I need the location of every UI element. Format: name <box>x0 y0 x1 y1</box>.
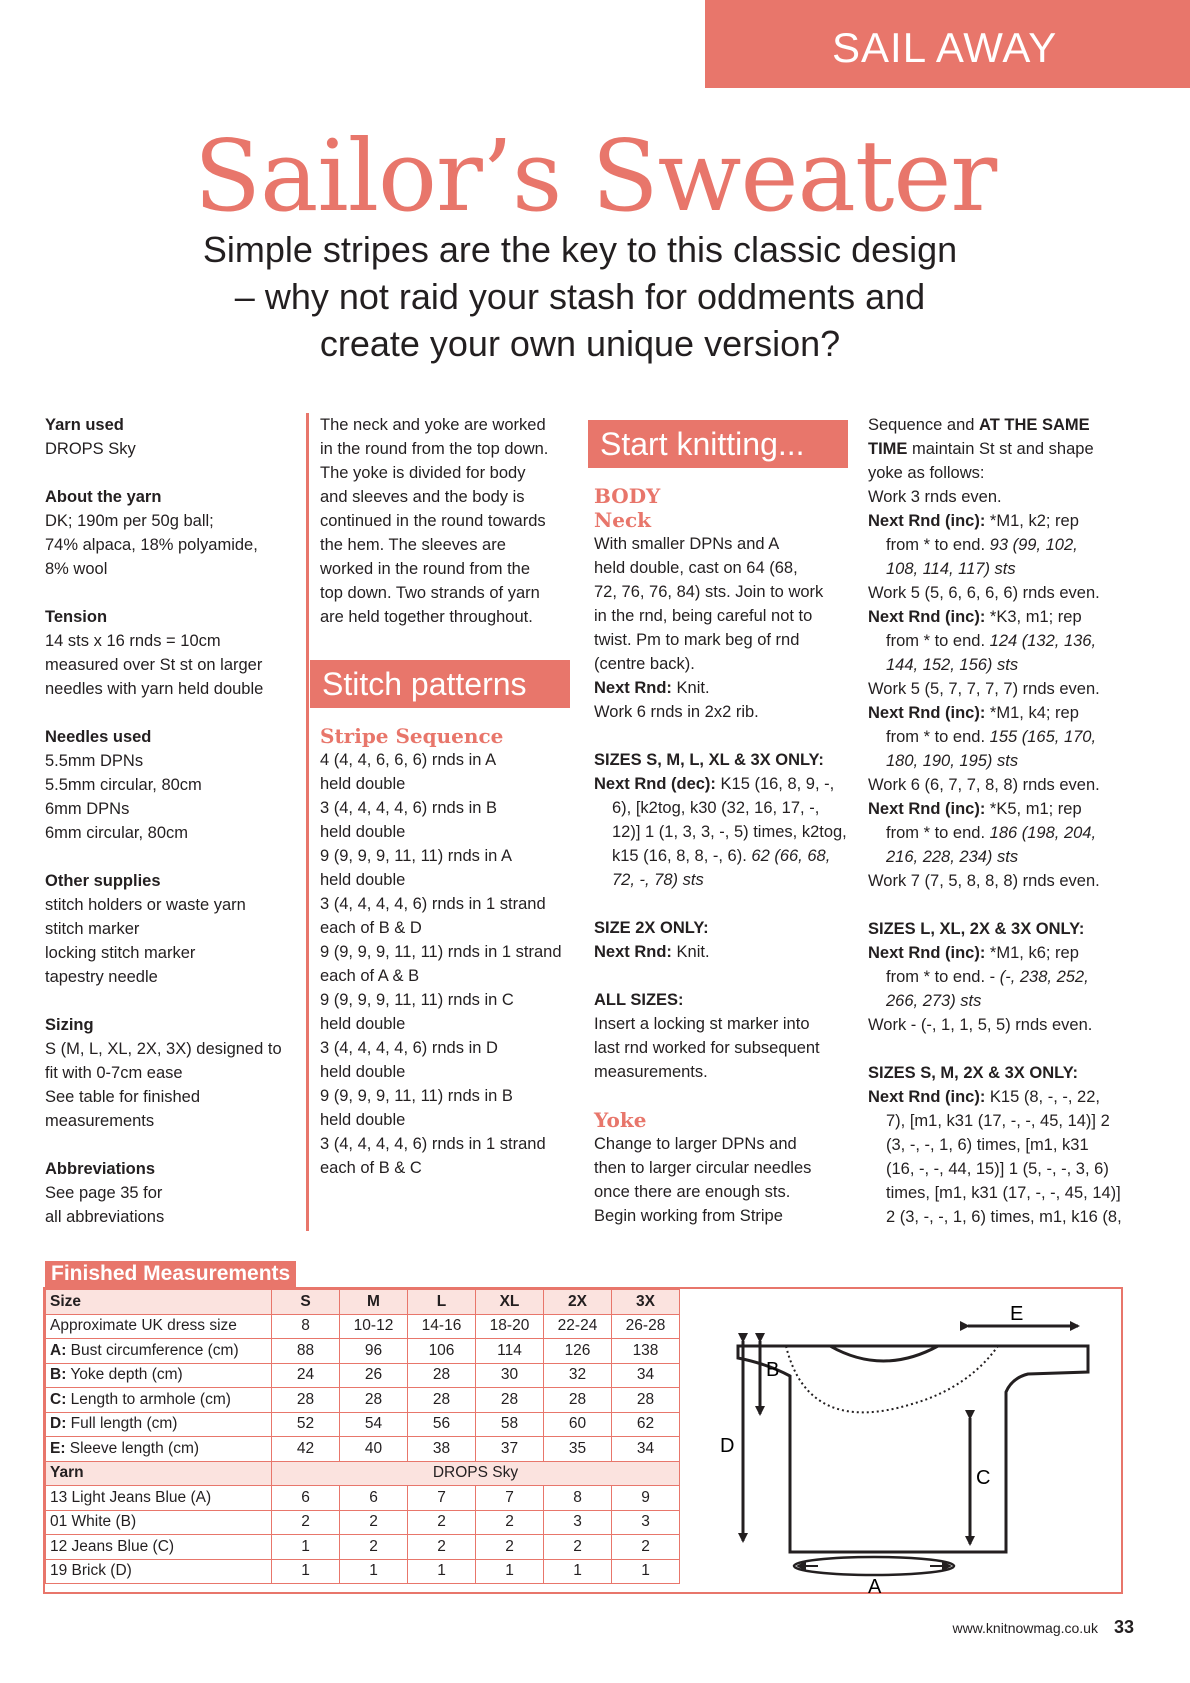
stripe-line: 9 (9, 9, 9, 11, 11) rnds in C <box>320 991 514 1009</box>
needles-label: Needles used <box>45 728 152 746</box>
label-d: D <box>720 1435 735 1457</box>
stitch-count: 72, -, 78) sts <box>612 871 704 889</box>
stitch-count: 108, 114, 117) sts <box>886 560 1016 578</box>
inc-text: *K3, m1; rep <box>985 608 1082 626</box>
stripe-line: held double <box>320 1111 406 1129</box>
inc-text: from * to end. <box>886 824 986 842</box>
yoke-heading: Yoke <box>594 1108 647 1132</box>
table-cell: 34 <box>612 1437 680 1462</box>
banner-text: SAIL AWAY <box>832 24 1058 71</box>
inc-text: from * to end. - <box>886 968 996 986</box>
work-line: Work - (-, 1, 1, 5, 5) rnds even. <box>868 1016 1093 1034</box>
subtitle-line: create your own unique version? <box>319 323 841 364</box>
table-cell: 1 <box>340 1559 408 1584</box>
table-row <box>46 1486 680 1511</box>
table-cell: 1 <box>272 1559 340 1584</box>
inc-line: times, [m1, k31 (17, -, -, 45, 14)] <box>886 1184 1121 1202</box>
inc-line: (3, -, -, 1, 6) times, [m1, k31 <box>886 1136 1089 1154</box>
table-cell: 2 <box>340 1535 408 1560</box>
stitch-count: 124 (132, 136, <box>985 632 1097 650</box>
neck-line: twist. Pm to mark beg of rnd <box>594 631 800 649</box>
table-cell: 22-24 <box>544 1314 612 1339</box>
row-label-text: Bust circumference (cm) <box>66 1341 239 1359</box>
stitch-count: 144, 152, 156) sts <box>886 656 1019 674</box>
sweater-diagram <box>698 1296 1108 1596</box>
row-label-text: Yoke depth (cm) <box>66 1366 183 1384</box>
work-line: Work 5 (5, 6, 6, 6, 6) rnds even. <box>868 584 1100 602</box>
stripe-line: 9 (9, 9, 9, 11, 11) rnds in A <box>320 847 512 865</box>
inc-line <box>868 557 1138 581</box>
table-cell: 2 <box>476 1510 544 1535</box>
all-sizes-line: Insert a locking st marker into <box>594 1015 810 1033</box>
stitch-count: (-, 238, 252, <box>995 968 1089 986</box>
row-label-text: Approximate UK dress size <box>50 1317 237 1335</box>
intro-line: The yoke is divided for body <box>320 464 526 482</box>
row-label-text: Length to armhole (cm) <box>66 1390 231 1408</box>
stripe-line: each of B & D <box>320 919 422 937</box>
inc-line <box>868 989 1138 1013</box>
rib-line: Work 6 rnds in 2x2 rib. <box>594 703 759 721</box>
intro-line: top down. Two strands of yarn <box>320 584 540 602</box>
yarn-label: Yarn <box>46 1461 272 1486</box>
stripe-line: held double <box>320 823 406 841</box>
inc-text: *M1, k6; rep <box>985 944 1079 962</box>
inc-label: Next Rnd (inc): <box>868 704 986 722</box>
table-cell: 1 <box>408 1559 476 1584</box>
row-label-text: Full length (cm) <box>66 1415 178 1433</box>
inc-line <box>868 749 1138 773</box>
next-rnd-line <box>594 940 854 964</box>
neck-line: held double, cast on 64 (68, <box>594 559 798 577</box>
stripe-line: held double <box>320 1015 406 1033</box>
sweater-schematic <box>698 1296 1108 1596</box>
stripe-column <box>320 724 580 1180</box>
table-cell: 34 <box>612 1363 680 1388</box>
table-cell: 1 <box>544 1559 612 1584</box>
sequence-text: Sequence and <box>868 416 980 434</box>
table-row <box>46 1314 680 1339</box>
sequence-text: maintain St st and shape <box>907 440 1094 458</box>
subtitle-line: – why not raid your stash for oddments and <box>234 276 926 317</box>
inc-label: Next Rnd (inc): <box>868 1088 986 1106</box>
inc-text: *M1, k2; rep <box>985 512 1079 530</box>
table-cell: 37 <box>476 1437 544 1462</box>
about-line: 74% alpaca, 18% polyamide, <box>45 536 258 554</box>
sweater-outline <box>738 1346 1088 1552</box>
tension-line: measured over St st on larger <box>45 656 263 674</box>
table-cell: 14-16 <box>408 1314 476 1339</box>
table-cell: 10-12 <box>340 1314 408 1339</box>
table-cell: 106 <box>408 1339 476 1364</box>
table-cell: 96 <box>340 1339 408 1364</box>
inc-line <box>868 629 1138 653</box>
inc-line <box>868 821 1138 845</box>
label-c: C <box>976 1467 991 1489</box>
about-yarn-label: About the yarn <box>45 488 162 506</box>
all-sizes-line: last rnd worked for subsequent <box>594 1039 820 1057</box>
table-cell: 126 <box>544 1339 612 1364</box>
table-cell: 1 <box>476 1559 544 1584</box>
row-label <box>46 1339 272 1364</box>
yarn-used: DROPS Sky <box>45 440 136 458</box>
intro-column <box>320 413 580 629</box>
measurements-table <box>45 1289 680 1584</box>
intro-line: worked in the round from the <box>320 560 531 578</box>
table-cell: 8 <box>272 1314 340 1339</box>
table-cell: 58 <box>476 1412 544 1437</box>
stripe-line: 9 (9, 9, 9, 11, 11) rnds in B <box>320 1087 513 1105</box>
stitch-count: 186 (198, 204, <box>985 824 1097 842</box>
sizing-line: measurements <box>45 1112 155 1130</box>
next-rnd-label: Next Rnd: <box>594 943 672 961</box>
dec-line: 12)] 1 (1, 3, 3, -, 5) times, k2tog, <box>612 823 847 841</box>
size-header: Size <box>46 1290 272 1315</box>
stripe-line: 3 (4, 4, 4, 4, 6) rnds in 1 strand <box>320 895 546 913</box>
table-cell: 28 <box>272 1388 340 1413</box>
row-label <box>46 1314 272 1339</box>
table-cell: 2 <box>612 1535 680 1560</box>
table-cell: 114 <box>476 1339 544 1364</box>
inc-line <box>868 1085 1138 1109</box>
inc-line: (16, -, -, 44, 15)] 1 (5, -, -, 3, 6) <box>886 1160 1109 1178</box>
table-row <box>46 1412 680 1437</box>
label-a: A <box>868 1576 882 1596</box>
section-banner <box>705 0 1190 88</box>
about-line: 8% wool <box>45 560 108 578</box>
row-label <box>46 1363 272 1388</box>
row-label: 01 White (B) <box>46 1510 272 1535</box>
sizing-line: fit with 0-7cm ease <box>45 1064 183 1082</box>
yoke-shaping-column <box>868 413 1138 1229</box>
table-cell: 56 <box>408 1412 476 1437</box>
stripe-line: 4 (4, 4, 6, 6, 6) rnds in A <box>320 751 497 769</box>
stripe-line: held double <box>320 1063 406 1081</box>
supply-item: locking stitch marker <box>45 944 196 962</box>
about-line: DK; 190m per 50g ball; <box>45 512 214 530</box>
table-cell: 1 <box>272 1535 340 1560</box>
table-cell: 2 <box>272 1510 340 1535</box>
inc-line <box>868 533 1138 557</box>
row-label: 13 Light Jeans Blue (A) <box>46 1486 272 1511</box>
sizing-label: Sizing <box>45 1016 94 1034</box>
size-2x-heading: SIZE 2X ONLY: <box>594 919 709 937</box>
supply-item: tapestry needle <box>45 968 158 986</box>
table-cell: 18-20 <box>476 1314 544 1339</box>
row-label-text: Sleeve length (cm) <box>65 1439 200 1457</box>
row-letter: B: <box>50 1366 67 1384</box>
inc-text: from * to end. <box>886 728 986 746</box>
dec-label: Next Rnd (dec): <box>594 775 716 793</box>
row-letter: C: <box>50 1390 67 1408</box>
inc-line: 7), [m1, k31 (17, -, -, 45, 14)] 2 <box>886 1112 1110 1130</box>
stripe-line: 9 (9, 9, 9, 11, 11) rnds in 1 strand <box>320 943 562 961</box>
sizing-line: See table for finished <box>45 1088 201 1106</box>
table-cell: 28 <box>340 1388 408 1413</box>
work-line: Work 3 rnds even. <box>868 488 1002 506</box>
inc-text: K15 (8, -, -, 22, <box>985 1088 1100 1106</box>
knit-text: Knit. <box>671 679 710 697</box>
body-heading: BODY <box>594 484 661 508</box>
tension-label: Tension <box>45 608 108 626</box>
stripe-line: held double <box>320 871 406 889</box>
size-column-header: 2X <box>544 1290 612 1315</box>
inc-label: Next Rnd (inc): <box>868 512 986 530</box>
stitch-count: 266, 273) sts <box>886 992 982 1010</box>
sequence-line <box>868 437 1138 461</box>
table-cell: 40 <box>340 1437 408 1462</box>
stripe-line: held double <box>320 775 406 793</box>
work-line: Work 5 (5, 7, 7, 7, 7) rnds even. <box>868 680 1100 698</box>
dec-text: K15 (16, 8, 9, -, <box>715 775 835 793</box>
stitch-count: 216, 228, 234) sts <box>886 848 1019 866</box>
sizes-heading: SIZES L, XL, 2X & 3X ONLY: <box>868 920 1085 938</box>
subtitle <box>150 226 1010 367</box>
table-cell: 32 <box>544 1363 612 1388</box>
table-cell: 6 <box>340 1486 408 1511</box>
row-letter: D: <box>50 1415 67 1433</box>
table-cell: 26 <box>340 1363 408 1388</box>
dec-line <box>594 844 854 868</box>
info-column <box>45 413 305 1229</box>
stitch-count: 180, 190, 195) sts <box>886 752 1019 770</box>
table-cell: 7 <box>408 1486 476 1511</box>
all-sizes-heading: ALL SIZES: <box>594 991 684 1009</box>
table-header-row <box>46 1290 680 1315</box>
intro-line: in the round from the top down. <box>320 440 549 458</box>
column-divider <box>306 413 309 1231</box>
inc-text: *K5, m1; rep <box>985 800 1082 818</box>
work-line: Work 7 (7, 5, 8, 8, 8) rnds even. <box>868 872 1100 890</box>
inc-line <box>868 605 1138 629</box>
table-cell: 35 <box>544 1437 612 1462</box>
stitch-count: 62 (66, 68, <box>746 847 831 865</box>
inc-line <box>868 845 1138 869</box>
stitch-patterns-heading: Stitch patterns <box>310 660 570 708</box>
table-cell: 8 <box>544 1486 612 1511</box>
knit-text: Knit. <box>671 943 710 961</box>
table-cell: 42 <box>272 1437 340 1462</box>
table-row <box>46 1535 680 1560</box>
neck-line: With smaller DPNs and A <box>594 535 780 553</box>
table-cell: 28 <box>544 1388 612 1413</box>
all-sizes-line: measurements. <box>594 1063 708 1081</box>
stripe-line: each of A & B <box>320 967 420 985</box>
table-cell: 28 <box>476 1388 544 1413</box>
stripe-line: 3 (4, 4, 4, 4, 6) rnds in B <box>320 799 498 817</box>
inc-line <box>868 653 1138 677</box>
next-rnd-line <box>594 676 854 700</box>
table-cell: 24 <box>272 1363 340 1388</box>
yoke-line: then to larger circular needles <box>594 1159 812 1177</box>
neck-line: 72, 76, 76, 84) sts. Join to work <box>594 583 824 601</box>
abbreviations-line: all abbreviations <box>45 1208 165 1226</box>
footer-url: www.knitnowmag.co.uk <box>952 1620 1098 1636</box>
yoke-line: Begin working from Stripe <box>594 1207 783 1225</box>
table-cell: 62 <box>612 1412 680 1437</box>
neck-line: in the rnd, being careful not to <box>594 607 813 625</box>
inc-line <box>868 701 1138 725</box>
next-rnd-label: Next Rnd: <box>594 679 672 697</box>
abbreviations-label: Abbreviations <box>45 1160 156 1178</box>
inc-label: Next Rnd (inc): <box>868 944 986 962</box>
size-column-header: XL <box>476 1290 544 1315</box>
table-cell: 2 <box>408 1510 476 1535</box>
inc-line <box>868 509 1138 533</box>
table-cell: 28 <box>408 1363 476 1388</box>
stripe-line: 3 (4, 4, 4, 4, 6) rnds in 1 strand <box>320 1135 546 1153</box>
yoke-line: once there are enough sts. <box>594 1183 791 1201</box>
table-cell: 52 <box>272 1412 340 1437</box>
table-cell: 3 <box>612 1510 680 1535</box>
table-cell: 2 <box>544 1535 612 1560</box>
work-line: Work 6 (6, 7, 7, 8, 8) rnds even. <box>868 776 1100 794</box>
inc-line <box>868 965 1138 989</box>
intro-line: continued in the round towards <box>320 512 546 530</box>
row-letter: E: <box>50 1439 66 1457</box>
tension-line: needles with yarn held double <box>45 680 264 698</box>
table-row <box>46 1510 680 1535</box>
supply-item: stitch holders or waste yarn <box>45 896 246 914</box>
stitch-count: 93 (99, 102, <box>985 536 1078 554</box>
inc-label: Next Rnd (inc): <box>868 608 986 626</box>
page-number: 33 <box>1113 1617 1134 1637</box>
measurements-title: Finished Measurements <box>45 1261 296 1287</box>
row-label <box>46 1437 272 1462</box>
needle-item: 5.5mm DPNs <box>45 752 144 770</box>
inc-text: *M1, k4; rep <box>985 704 1079 722</box>
dec-text: k15 (16, 8, 8, -, 6). <box>612 847 747 865</box>
dec-line <box>594 772 854 796</box>
row-label: 12 Jeans Blue (C) <box>46 1535 272 1560</box>
needle-item: 6mm DPNs <box>45 800 130 818</box>
table-row <box>46 1388 680 1413</box>
page-title: Sailor’s Sweater <box>193 120 997 234</box>
stripe-heading: Stripe Sequence <box>320 724 504 748</box>
stripe-line: each of B & C <box>320 1159 422 1177</box>
table-cell: 38 <box>408 1437 476 1462</box>
table-cell: 28 <box>408 1388 476 1413</box>
sizes-heading: SIZES S, M, L, XL & 3X ONLY: <box>594 751 824 769</box>
label-b: B <box>766 1359 780 1381</box>
intro-line: the hem. The sleeves are <box>320 536 506 554</box>
table-row <box>46 1363 680 1388</box>
size-column-header: M <box>340 1290 408 1315</box>
size-column-header: 3X <box>612 1290 680 1315</box>
table-cell: 3 <box>544 1510 612 1535</box>
inc-text: from * to end. <box>886 536 986 554</box>
yarn-brand: DROPS Sky <box>272 1461 680 1486</box>
sequence-line: yoke as follows: <box>868 464 985 482</box>
pattern-column <box>594 484 854 1228</box>
yarn-header-row <box>46 1461 680 1486</box>
table-row <box>46 1339 680 1364</box>
dec-line <box>594 868 854 892</box>
supplies-label: Other supplies <box>45 872 161 890</box>
row-label <box>46 1388 272 1413</box>
inc-line <box>868 725 1138 749</box>
table-cell: 88 <box>272 1339 340 1364</box>
intro-line: The neck and yoke are worked <box>320 416 546 434</box>
table-cell: 26-28 <box>612 1314 680 1339</box>
inc-line: 2 (3, -, -, 1, 6) times, m1, k16 (8, <box>886 1208 1122 1226</box>
supply-item: stitch marker <box>45 920 140 938</box>
sizes-heading: SIZES S, M, 2X & 3X ONLY: <box>868 1064 1078 1082</box>
yoke-line: Change to larger DPNs and <box>594 1135 797 1153</box>
table-row <box>46 1437 680 1462</box>
table-cell: 7 <box>476 1486 544 1511</box>
row-letter: A: <box>50 1341 67 1359</box>
yarn-used-label: Yarn used <box>45 416 124 434</box>
needle-item: 5.5mm circular, 80cm <box>45 776 202 794</box>
intro-line: and sleeves and the body is <box>320 488 525 506</box>
inc-label: Next Rnd (inc): <box>868 800 986 818</box>
table-cell: 138 <box>612 1339 680 1364</box>
table-cell: 2 <box>476 1535 544 1560</box>
footer <box>952 1617 1134 1638</box>
stripe-line: 3 (4, 4, 4, 4, 6) rnds in D <box>320 1039 498 1057</box>
emphasis-text: AT THE SAME <box>979 416 1090 434</box>
table-cell: 1 <box>612 1559 680 1584</box>
dec-line: 6), [k2tog, k30 (32, 16, 17, -, <box>612 799 820 817</box>
sequence-line <box>868 413 1138 437</box>
label-e: E <box>1010 1303 1024 1325</box>
sizing-line: S (M, L, XL, 2X, 3X) designed to <box>45 1040 282 1058</box>
table-cell: 28 <box>612 1388 680 1413</box>
intro-line: are held together throughout. <box>320 608 533 626</box>
table-cell: 2 <box>408 1535 476 1560</box>
neck-line: (centre back). <box>594 655 695 673</box>
row-label: 19 Brick (D) <box>46 1559 272 1584</box>
table-cell: 9 <box>612 1486 680 1511</box>
inc-line <box>868 941 1138 965</box>
row-label <box>46 1412 272 1437</box>
table-cell: 30 <box>476 1363 544 1388</box>
emphasis-text: TIME <box>868 440 908 458</box>
subtitle-line: Simple stripes are the key to this classic design <box>202 229 958 270</box>
needle-item: 6mm circular, 80cm <box>45 824 189 842</box>
table-cell: 60 <box>544 1412 612 1437</box>
inc-line <box>868 797 1138 821</box>
yoke-line <box>786 1346 998 1412</box>
table-cell: 6 <box>272 1486 340 1511</box>
size-column-header: S <box>272 1290 340 1315</box>
table-cell: 54 <box>340 1412 408 1437</box>
abbreviations-line: See page 35 for <box>45 1184 163 1202</box>
start-knitting-heading: Start knitting... <box>588 420 848 468</box>
inc-text: from * to end. <box>886 632 986 650</box>
table-row <box>46 1559 680 1584</box>
stitch-count: 155 (165, 170, <box>985 728 1097 746</box>
neck-heading: Neck <box>594 508 652 532</box>
tension-line: 14 sts x 16 rnds = 10cm <box>45 632 221 650</box>
table-cell: 2 <box>340 1510 408 1535</box>
size-column-header: L <box>408 1290 476 1315</box>
